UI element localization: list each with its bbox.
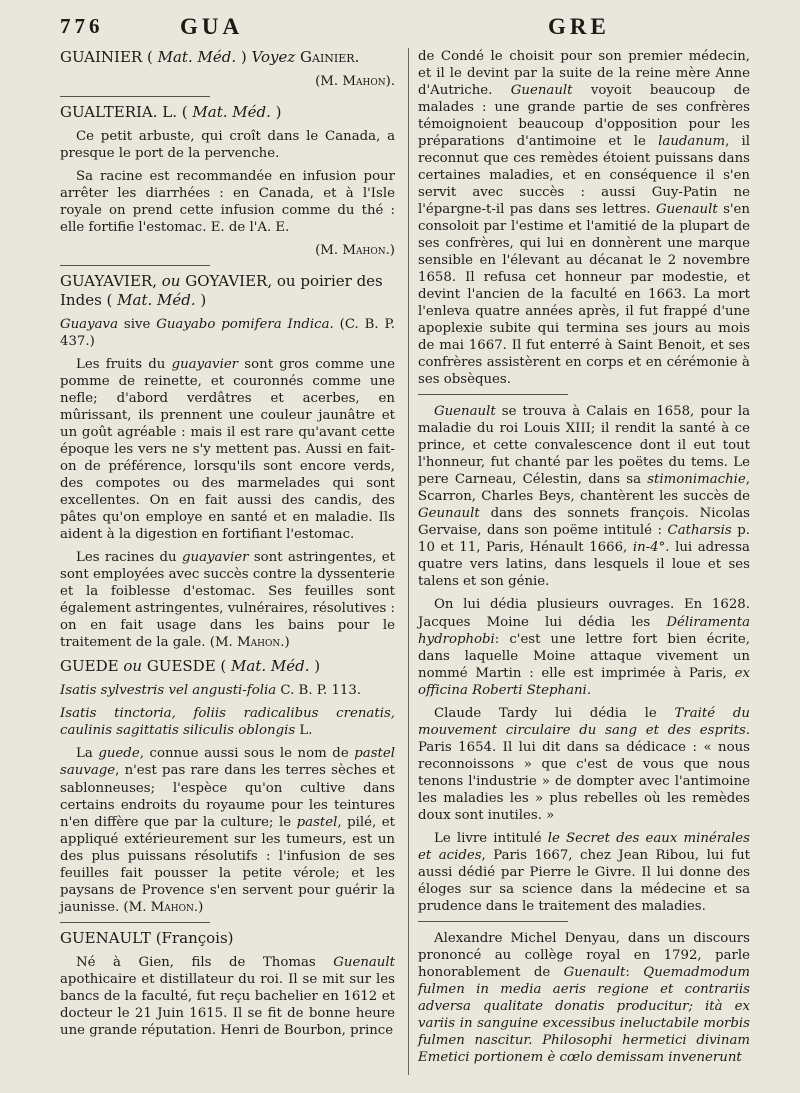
entry-gualteria-para-1: Ce petit arbuste, qui croît dans le Canada, a presque le port de la pervenche. — [60, 129, 395, 162]
entry-guayavier-head: GUAYAVIER, ou GOYAVIER, ou poirier des Indes ( Mat. Méd. ) — [60, 272, 383, 310]
guenault-para-tardy: Claude Tardy lui dédia le Traité du mouvement circulaire du sang et des esprits. Paris 1654. Il lui dit dans sa dédicace : « nous reconnoissons » que c'est de vous que nous tenons l'industrie » de dompter avec l'antimoine les maladies les » plus rebelles où les remèdes doux sont inutiles. » — [418, 705, 750, 823]
entry-guayavier-synonym: Guayava sive Guayabo pomifera Indica. (C. B. P. 437.) — [60, 317, 395, 350]
entry-guayavier-para-2: Les racines du guayavier sont astringentes, et sont employées avec succès contre la dyssenterie et la foiblesse d'estomac. Ses feuilles sont également astringentes, vulnéraires, résolutives : on en fait usage dans les bains pour le traitement de la gale. (M. Mahon.) — [60, 550, 396, 651]
entry-guainier-signature: (M. Mahon). — [315, 74, 395, 89]
entry-separator — [60, 265, 210, 266]
guenault-para-dedications: On lui dédia plusieurs ouvrages. En 1628. Jacques Moine lui dédia les Déliramenta hydrophobi: c'est une lettre fort bien écrite, dans laquelle Moine attaque vivement un nommé Martin : elle est imprimée à Paris, ex officina Roberti Stephani. — [418, 597, 750, 698]
entry-guede-synonym-1: Isatis sylvestris vel angusti-folia C. B. P. 113. — [60, 683, 362, 699]
guenault-para-secret: Le livre intitulé le Secret des eaux minérales et acides, Paris 1667, chez Jean Ribou, lui fut aussi dédié par Pierre le Givre. Il lui donne des éloges sur sa science dans la médecine et sa prudence dans le traitement des maladies. — [418, 830, 750, 914]
right-column — [418, 48, 750, 1072]
header-right-word: GRE — [548, 14, 610, 39]
entry-gualteria-para-2: Sa racine est recommandée en infusion pour arrêter les diarrhées : en Canada, et à l'Isle royale on prend cette infusion comme du thé : elle fortifie l'estomac. E. de l'A. E. — [60, 169, 395, 236]
entry-separator — [60, 96, 210, 97]
entry-guede-head: GUEDE ou GUESDE ( Mat. Méd. ) — [60, 657, 321, 676]
entry-guenault-head: GUENAULT (François) — [60, 928, 234, 947]
column-divider — [408, 48, 409, 1075]
left-column — [60, 48, 395, 1045]
entry-guayavier-para-1: Les fruits du guayavier sont gros comme une pomme de reinette, et couronnés comme une nefle; d'abord verdâtres et acerbes, en mûrissant, ils prennent une couleur jaunâtre et un goût agréable : mais il est rare qu'avant cette époque les vers ne s'y mettent pas. Aussi en fait-on de préférence, lorsqu'ils sont encore verds, des compotes ou des marmelades qui sont excellentes. On en fait aussi des candis, des pâtes qu'on employe en santé et en maladie. Ils aident à la digestion en fortifiant l'estomac. — [60, 357, 395, 543]
running-header — [0, 14, 800, 46]
header-left-word: GUA — [180, 14, 244, 39]
section-separator — [418, 921, 568, 922]
entry-guede-para-1: La guede, connue aussi sous le nom de pastel sauvage, n'est pas rare dans les terres sèches et sablonneuses; l'espèce qu'on cultive dans certains endroits du royaume pour les teintures n'en diffère que par la culture; le pastel, pilé, et appliqué extérieurement sur les tumeurs, est un des plus puissans résolutifs : l'infusion de ses feuilles fait pousser la petite vérole; et les paysans de Provence s'en servent pour guérir la jaunisse. (M. Mahon.) — [60, 746, 396, 915]
entry-gualteria-head: GUALTERIA. L. ( Mat. Méd. ) — [60, 103, 282, 122]
page-number: 776 — [60, 14, 104, 38]
entry-separator — [60, 922, 210, 923]
guenault-para-denyau: Alexandre Michel Denyau, dans un discours prononcé au collège royal en 1792, parle honorablement de Guenault: Quemadmodum fulmen in media aeris regione et contrariis adversa qualitate donatis producitur; ità ex variis in sanguine excessibus ineluctabile morbis fulmen nascitur. Philosophi hermetici divinam Emetici portionem è cœlo demissam invenerunt — [418, 930, 750, 1065]
guenault-para-calais: Guenault se trouva à Calais en 1658, pour la maladie du roi Louis XIII; il rendit la santé à ce prince, et cette convalescence dont il eut tout l'honneur, fut chanté par les poëtes du tems. Le pere Carneau, Célestin, dans sa stimonimachie, Scarron, Charles Beys, chantèrent les succès de Geunault dans des sonnets françois. Nicolas Gervaise, dans son poëme intitulé : Catharsis p. 10 et 11, Paris, Hénault 1666, in-4°. lui adressa quatre vers latins, dans lesquels il loue et ses talens et son génie. — [418, 404, 750, 590]
entry-guede-synonym-2: Isatis tinctoria, foliis radicalibus crenatis, caulinis sagittatis siliculis oblongis L. — [60, 706, 395, 739]
entry-gualteria-signature: (M. Mahon.) — [315, 243, 395, 259]
guenault-para-continued: de Condé le choisit pour son premier médecin, et il le devint par la suite de la reine mère Anne d'Autriche. Guenault voyoit beaucoup de malades : une grande partie de ses confrères témoignoient beaucoup d'opposition pour les préparations d'antimoine et le laudanum, il reconnut que ces remèdes étoient puissans dans certaines maladies, et en conséquence il s'en servit avec succès : aussi Guy-Patin ne l'épargne-t-il pas dans ses lettres. Guenault s'en consoloit par l'estime et l'amitié de la plupart de ses confrères, qui lui en donnèrent une marque sensible en l'élevant au décanat le 2 novembre 1658. Il refusa cet honneur par modestie, et devint l'ancien de la faculté en 1663. La mort l'enleva quatre années après, il fut frappé d'une apoplexie subite qui termina ses jours au mois de mai 1667. Il fut enterré à Saint Benoit, et ses confrères assistèrent en corps et en cérémonie à ses obsèques. — [418, 49, 751, 388]
section-separator — [418, 394, 568, 395]
entry-guenault-para-1: Né à Gien, fils de Thomas Guenault apothicaire et distillateur du roi. Il se mit sur les bancs de la faculté, fut reçu bachelier en 1612 et docteur le 21 Juin 1615. Il se fit de bonne heure une grande réputation. Henri de Bourbon, prince — [60, 954, 395, 1038]
entry-guainier-head: GUAINIER ( Mat. Méd. ) Voyez Gainier. — [60, 48, 360, 66]
